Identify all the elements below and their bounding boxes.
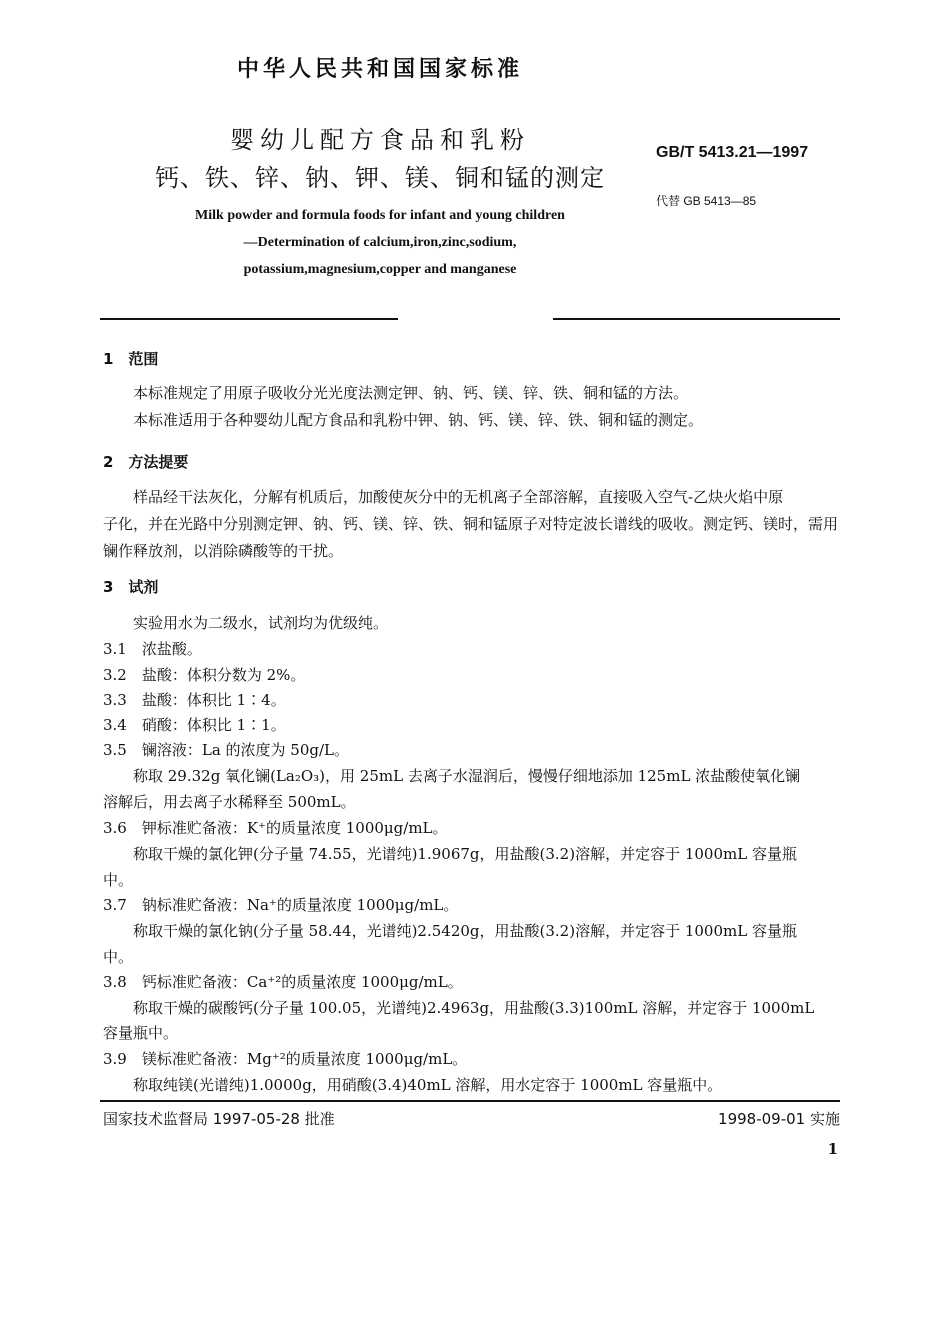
section-1-paragraph: 本标准适用于各种婴幼儿配方食品和乳粉中钾、钠、钙、镁、锌、铁、铜和锰的测定。 <box>133 411 704 429</box>
reagent-3-6: 3.6 钾标准贮备液：K⁺的质量浓度 1000μg/mL。 <box>103 819 448 837</box>
section-2-line: 样品经干法灰化，分解有机质后，加酸使灰分中的无机离子全部溶解，直接吸入空气-乙炔火焰中原 <box>133 488 784 506</box>
standard-code: GB/T 5413.21—1997 <box>656 144 809 161</box>
reagent-3-1: 3.1 浓盐酸。 <box>103 640 202 658</box>
reagent-3-5-line: 溶解后，用去离子水稀释至 500mL。 <box>103 793 356 811</box>
section-1-paragraph: 本标准规定了用原子吸收分光光度法测定钾、钠、钙、镁、锌、铁、铜和锰的方法。 <box>133 384 689 402</box>
reagent-3-8-line: 容量瓶中。 <box>103 1024 179 1042</box>
section-2-line: 子化，并在光路中分别测定钾、钠、钙、镁、锌、铁、铜和锰原子对特定波长谱线的吸收。测定钙、镁时，需用 <box>103 515 839 533</box>
reagent-3-9-line: 称取纯镁(光谱纯)1.0000g，用硝酸(3.4)40mL 溶解，用水定容于 1000mL 容量瓶中。 <box>133 1076 723 1094</box>
section-2-heading: 2 方法提要 <box>103 453 189 471</box>
replaces-standard: 代替 GB 5413—85 <box>656 194 757 208</box>
reagent-3-6-line: 中。 <box>103 871 134 889</box>
national-standard-header: 中华人民共和国国家标准 <box>236 57 523 82</box>
page-number: 1 <box>827 1140 838 1158</box>
section-1-heading: 1 范围 <box>103 350 159 368</box>
standard-title-line2: 钙、铁、锌、钠、钾、镁、铜和锰的测定 <box>155 164 605 192</box>
english-title-line3: potassium,magnesium,copper and manganese <box>243 262 517 277</box>
english-title-line1: Milk powder and formula foods for infant and young children <box>195 208 565 223</box>
section-3-intro: 实验用水为二级水，试剂均为优级纯。 <box>133 614 389 632</box>
reagent-3-7-line: 称取干燥的氯化钠(分子量 58.44，光谱纯)2.5420g，用盐酸(3.2)溶解，并定容于 1000mL 容量瓶 <box>133 922 797 940</box>
section-3-heading: 3 试剂 <box>103 578 159 596</box>
header-rule-right <box>553 318 840 320</box>
reagent-3-5-line: 称取 29.32g 氧化镧(La₂O₃)，用 25mL 去离子水湿润后，慢慢仔细地添加 125mL 浓盐酸使氧化镧 <box>133 767 801 785</box>
reagent-3-5: 3.5 镧溶液：La 的浓度为 50g/L。 <box>103 741 349 759</box>
reagent-3-6-line: 称取干燥的氯化钾(分子量 74.55，光谱纯)1.9067g，用盐酸(3.2)溶解，并定容于 1000mL 容量瓶 <box>133 845 797 863</box>
section-2-line: 镧作释放剂，以消除磷酸等的干扰。 <box>103 542 344 560</box>
reagent-3-4: 3.4 硝酸：体积比 1∶1。 <box>103 716 286 734</box>
reagent-3-2: 3.2 盐酸：体积分数为 2%。 <box>103 666 306 684</box>
footer-rule <box>100 1100 840 1102</box>
header-rule-left <box>100 318 398 320</box>
english-title-line2: —Determination of calcium,iron,zinc,sodium, <box>243 235 517 250</box>
standard-title-line1: 婴幼儿配方食品和乳粉 <box>230 126 530 154</box>
reagent-3-9: 3.9 镁标准贮备液：Mg⁺²的质量浓度 1000μg/mL。 <box>103 1050 468 1068</box>
reagent-3-7-line: 中。 <box>103 948 134 966</box>
reagent-3-3: 3.3 盐酸：体积比 1∶4。 <box>103 691 286 709</box>
reagent-3-8: 3.8 钙标准贮备液：Ca⁺²的质量浓度 1000μg/mL。 <box>103 973 463 991</box>
effective-date: 1998-09-01 实施 <box>718 1110 840 1128</box>
reagent-3-8-line: 称取干燥的碳酸钙(分子量 100.05，光谱纯)2.4963g，用盐酸(3.3)100mL 溶解，并定容于 1000mL <box>133 999 815 1017</box>
approval-date: 国家技术监督局 1997-05-28 批准 <box>103 1110 335 1128</box>
reagent-3-7: 3.7 钠标准贮备液：Na⁺的质量浓度 1000μg/mL。 <box>103 896 459 914</box>
